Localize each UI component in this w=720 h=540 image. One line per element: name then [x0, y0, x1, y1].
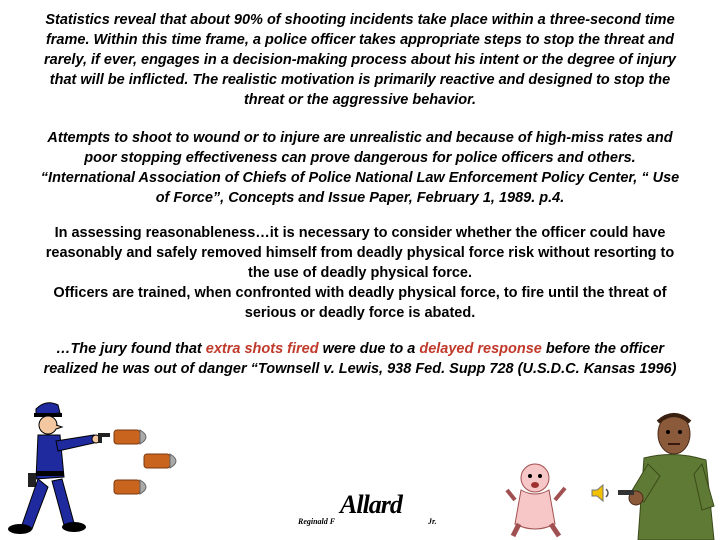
speaker-icon[interactable] — [590, 482, 612, 504]
highlight-delayed-response: delayed response — [419, 341, 542, 357]
bullet-icon — [144, 454, 176, 468]
officers-trained-text: Officers are trained, when confronted with deadly physical force, to fire until the threat of serious or deadly force is abated. — [53, 285, 667, 321]
paragraph-jury-finding — [40, 339, 680, 379]
jury-text-1: …The jury found that — [55, 341, 206, 357]
jury-text-3: before the officer realized he was out of danger “Townsell v. Lewis, 938 Fed. Supp 728 (U.S.D.C. Kansas 1996) — [43, 341, 677, 377]
signature-logo — [296, 490, 470, 534]
signature-mark: Allard — [340, 490, 402, 519]
police-officer-illustration — [2, 395, 112, 540]
reasonableness-text: In assessing reasonableness…it is necessary to consider whether the officer could have reasonably and safely removed himself from deadly physical force risk without resorting to the use of deadly physical force. — [45, 225, 675, 281]
signature-suffix: Jr. — [428, 517, 437, 526]
armed-man-illustration — [614, 402, 720, 540]
paragraph-wound-attempts: Attempts to shoot to wound or to injure are unrealistic and because of high-miss rates and poor stopping effectiveness can prove dangerous for police officers and others. “International Association of Chiefs of Police National Law Enforcement Policy Center, “ Use of Force”, Concepts and Issue Paper, February 1, 1989. p.4. — [40, 130, 680, 206]
crying-baby-illustration — [505, 460, 569, 540]
jury-text-2: were due to a — [318, 341, 420, 357]
signature-first-name: Reginald F — [298, 517, 336, 526]
bullet-icon — [114, 430, 146, 444]
paragraph-shooting-statistics: Statistics reveal that about 90% of shooting incidents take place within a three-second time frame. Within this time frame, a police officer takes appropriate steps to stop the threat and rarely, if ever, engages in a decision-making process about his intent or the degree of injury that will be inflicted. The realistic motivation is primarily reactive and designed to stop the threat or the aggressive behavior. — [44, 12, 676, 108]
bullets-illustration — [110, 428, 190, 503]
highlight-extra-shots: extra shots fired — [205, 341, 319, 357]
paragraph-reasonableness — [40, 223, 680, 323]
bullet-icon — [114, 480, 146, 494]
